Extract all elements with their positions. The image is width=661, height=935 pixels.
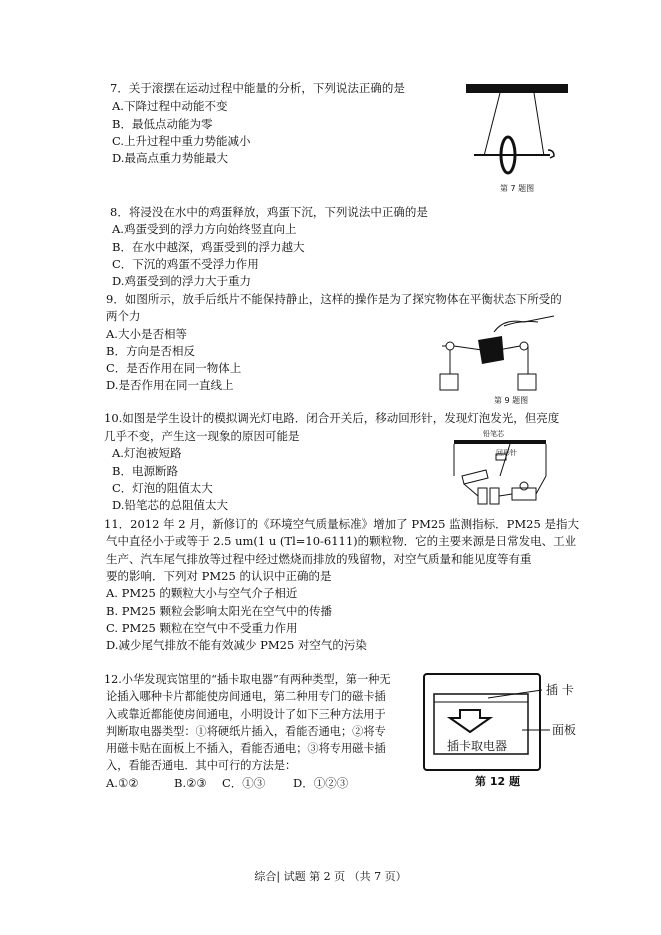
q11-stem-line-3: 生产、汽车尾气排放等过程中经过燃烧而排放的残留物，对空气质量和能见度等有重 (106, 552, 532, 566)
q9-card-balance-figure (432, 310, 562, 394)
q12-option-a: A.①② (106, 776, 139, 790)
q10-option-a: A.灯泡被短路 (112, 446, 182, 460)
q11-option-d: D.减少尾气排放不能有效减少 PM25 对空气的污染 (106, 638, 367, 652)
q8-stem: 8．将浸没在水中的鸡蛋释放，鸡蛋下沉，下列说法中正确的是 (110, 205, 428, 219)
q7-stem: 7．关于滚摆在运动过程中能量的分析，下列说法正确的是 (110, 81, 405, 95)
q12-option-d: D．①②③ (293, 776, 349, 790)
q11-option-c: C. PM25 颗粒在空气中不受重力作用 (106, 621, 298, 635)
q9-stem-line-1: 9．如图所示，放手后纸片不能保持静止，这样的操作是为了探究物体在平衡状态下所受的 (106, 292, 562, 306)
q8-option-b: B．在水中越深，鸡蛋受到的浮力越大 (112, 240, 305, 254)
q7-figure-caption: 第 7 题图 (500, 184, 535, 193)
q7-option-b: B．最低点动能为零 (112, 117, 213, 131)
q7-option-c: C.上升过程中重力势能减小 (112, 134, 251, 148)
q8-option-c: C．下沉的鸡蛋不受浮力作用 (112, 257, 259, 271)
q12-figure-caption: 第 12 题 (475, 775, 520, 788)
q10-option-b: B．电源断路 (112, 464, 178, 478)
q8-option-a: A.鸡蛋受到的浮力方向始终竖直向上 (112, 222, 297, 236)
q12-stem-line-5: 用磁卡贴在面板上不插入，看能否通电；③将专用磁卡插 (106, 742, 386, 755)
q12-device-text: 插卡取电器 (447, 739, 508, 753)
q9-option-c: C．是否作用在同一物体上 (106, 361, 242, 375)
q12-option-b: B.②③ (174, 776, 207, 790)
page-footer: 综合| 试题 第 2 页 （共 7 页） (254, 870, 407, 883)
q10-stem-line-1: 10.如图是学生设计的模拟调光灯电路．闭合开关后，移动回形针，发现灯泡发光，但亮度 (104, 411, 560, 425)
q10-label-pencil-lead: 铅笔芯 (483, 430, 504, 438)
q9-figure-caption: 第 9 题图 (494, 396, 529, 405)
q10-option-c: C．灯泡的阻值太大 (112, 481, 213, 495)
q12-label-insert-card: 插 卡 (546, 683, 574, 697)
q12-stem-line-4: 判断取电器类型：①将硬纸片插入，看能否通电；②将专 (106, 725, 386, 738)
q9-stem-line-2: 两个力 (106, 309, 141, 323)
q9-option-d: D.是否作用在同一直线上 (106, 378, 234, 392)
q12-stem-line-1: 12.小华发现宾馆里的“插卡取电器”有两种类型，第一种无 (104, 673, 391, 686)
q7-option-d: D.最高点重力势能最大 (112, 151, 228, 165)
q8-option-d: D.鸡蛋受到的浮力大于重力 (112, 274, 251, 288)
q12-stem-line-2: 论插入哪种卡片都能使房间通电，第二种用专门的磁卡插 (106, 690, 386, 703)
q12-stem-line-3: 入或靠近都能使房间通电，小明设计了如下三种方法用于 (106, 708, 386, 721)
q11-option-b: B. PM25 颗粒会影响太阳光在空气中的传播 (106, 604, 333, 618)
q11-option-a: A. PM25 的颗粒大小与空气介子相近 (106, 586, 298, 600)
q10-stem-line-2: 几乎不变，产生这一现象的原因可能是 (104, 429, 300, 443)
q7-option-a: A.下降过程中动能不变 (112, 99, 228, 113)
q12-option-c: C．①③ (222, 776, 266, 790)
q9-option-a: A.大小是否相等 (106, 327, 187, 341)
q7-yo-yo-pendulum-figure (462, 80, 572, 190)
q10-option-d: D.铅笔芯的总阻值太大 (112, 498, 228, 512)
q11-stem-line-4: 要的影响．下列对 PM25 的认识中正确的是 (106, 569, 332, 583)
q11-stem-line-1: 11．2012 年 2 月，新修订的《环境空气质量标准》增加了 PM25 监测指标．PM25 是指大 (104, 517, 579, 531)
q10-label-paper-clip: 回形针 (496, 449, 517, 457)
q9-option-b: B．方向是否相反 (106, 344, 195, 358)
q11-stem-line-2: 气中直径小于或等于 2.5 um(1 u (Tl=10-6111)的颗粒物．它的主要来源是日常发电、工业 (106, 534, 577, 548)
q12-stem-line-6: 入，看能否通电．其中可行的方法是： (106, 759, 297, 772)
q12-label-panel: 面板 (552, 723, 577, 737)
